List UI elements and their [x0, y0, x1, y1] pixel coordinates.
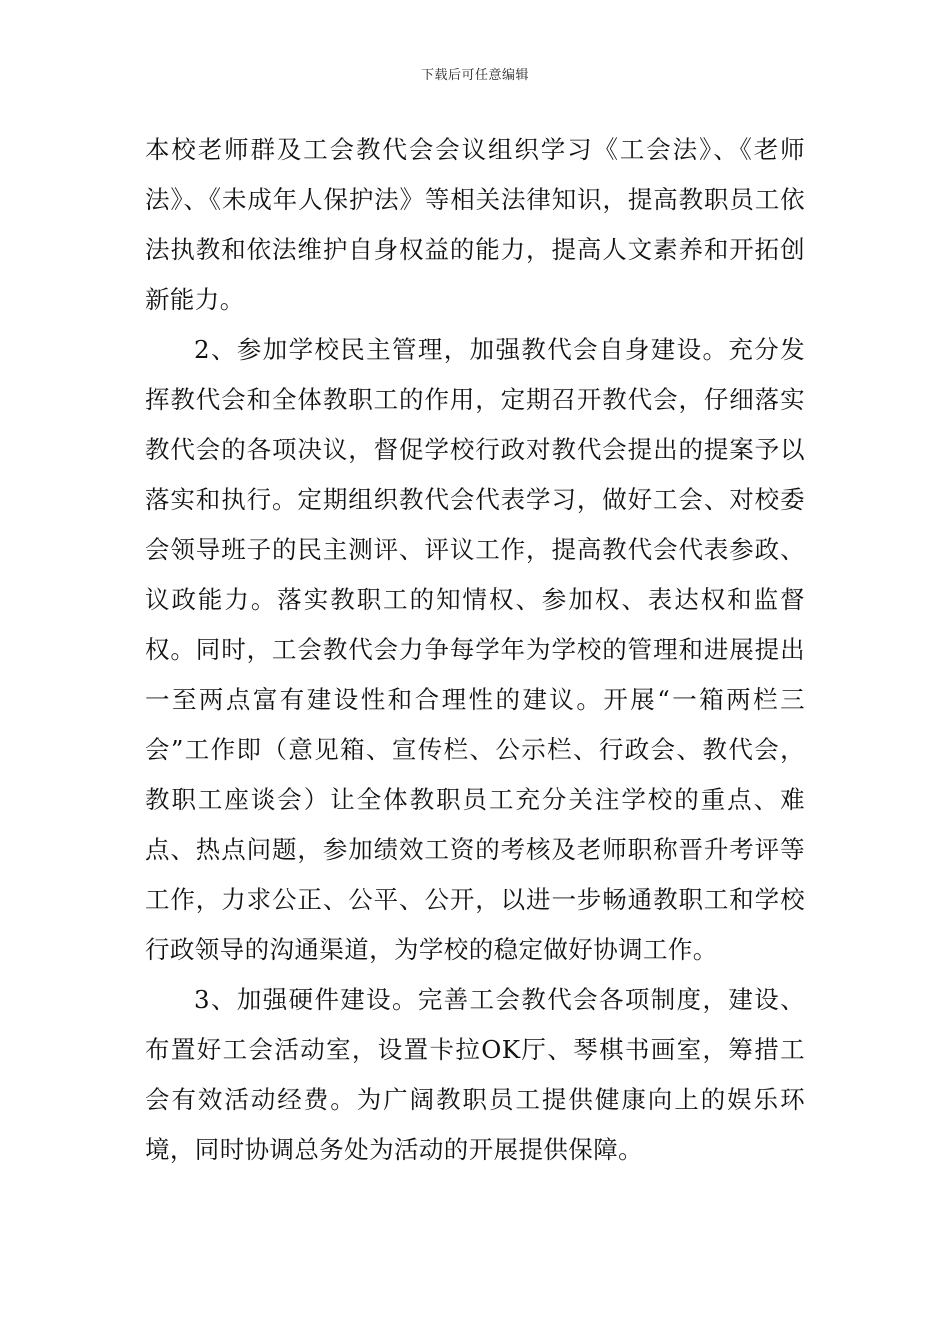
paragraph-item-3: 3、加强硬件建设。完善工会教代会各项制度，建设、布置好工会活动室，设置卡拉OK厅、琴棋书画室，筹措工会有效活动经费。为广阔教职员工提供健康向上的娱乐环境，同时协调总务处为活动的开展提供保障。	[145, 985, 805, 1164]
document-body	[145, 125, 805, 1175]
page-header: 下载后可任意编辑	[420, 68, 529, 83]
paragraph-item-2: 2、参加学校民主管理，加强教代会自身建设。充分发挥教代会和全体教职工的作用，定期召开教代会，仔细落实教代会的各项决议，督促学校行政对教代会提出的提案予以落实和执行。定期组织教代会代表学习，做好工会、对校委会领导班子的民主测评、评议工作，提高教代会代表参政、议政能力。落实教职工的知情权、参加权、表达权和监督权。同时，工会教代会力争每学年为学校的管理和进展提出一至两点富有建设性和合理性的建议。开展“一箱两栏三会”工作即（意见箱、宣传栏、公示栏、行政会、教代会，教职工座谈会）让全体教职员工充分关注学校的重点、难点、热点问题，参加绩效工资的考核及老师职称晋升考评等工作，力求公正、公平、公开，以进一步畅通教职工和学校行政领导的沟通渠道，为学校的稳定做好协调工作。	[145, 335, 805, 964]
paragraph-continuation: 本校老师群及工会教代会会议组织学习《工会法》、《老师法》、《未成年人保护法》等相关法律知识，提高教职员工依法执教和依法维护自身权益的能力，提高人文素养和开拓创新能力。	[145, 135, 805, 314]
